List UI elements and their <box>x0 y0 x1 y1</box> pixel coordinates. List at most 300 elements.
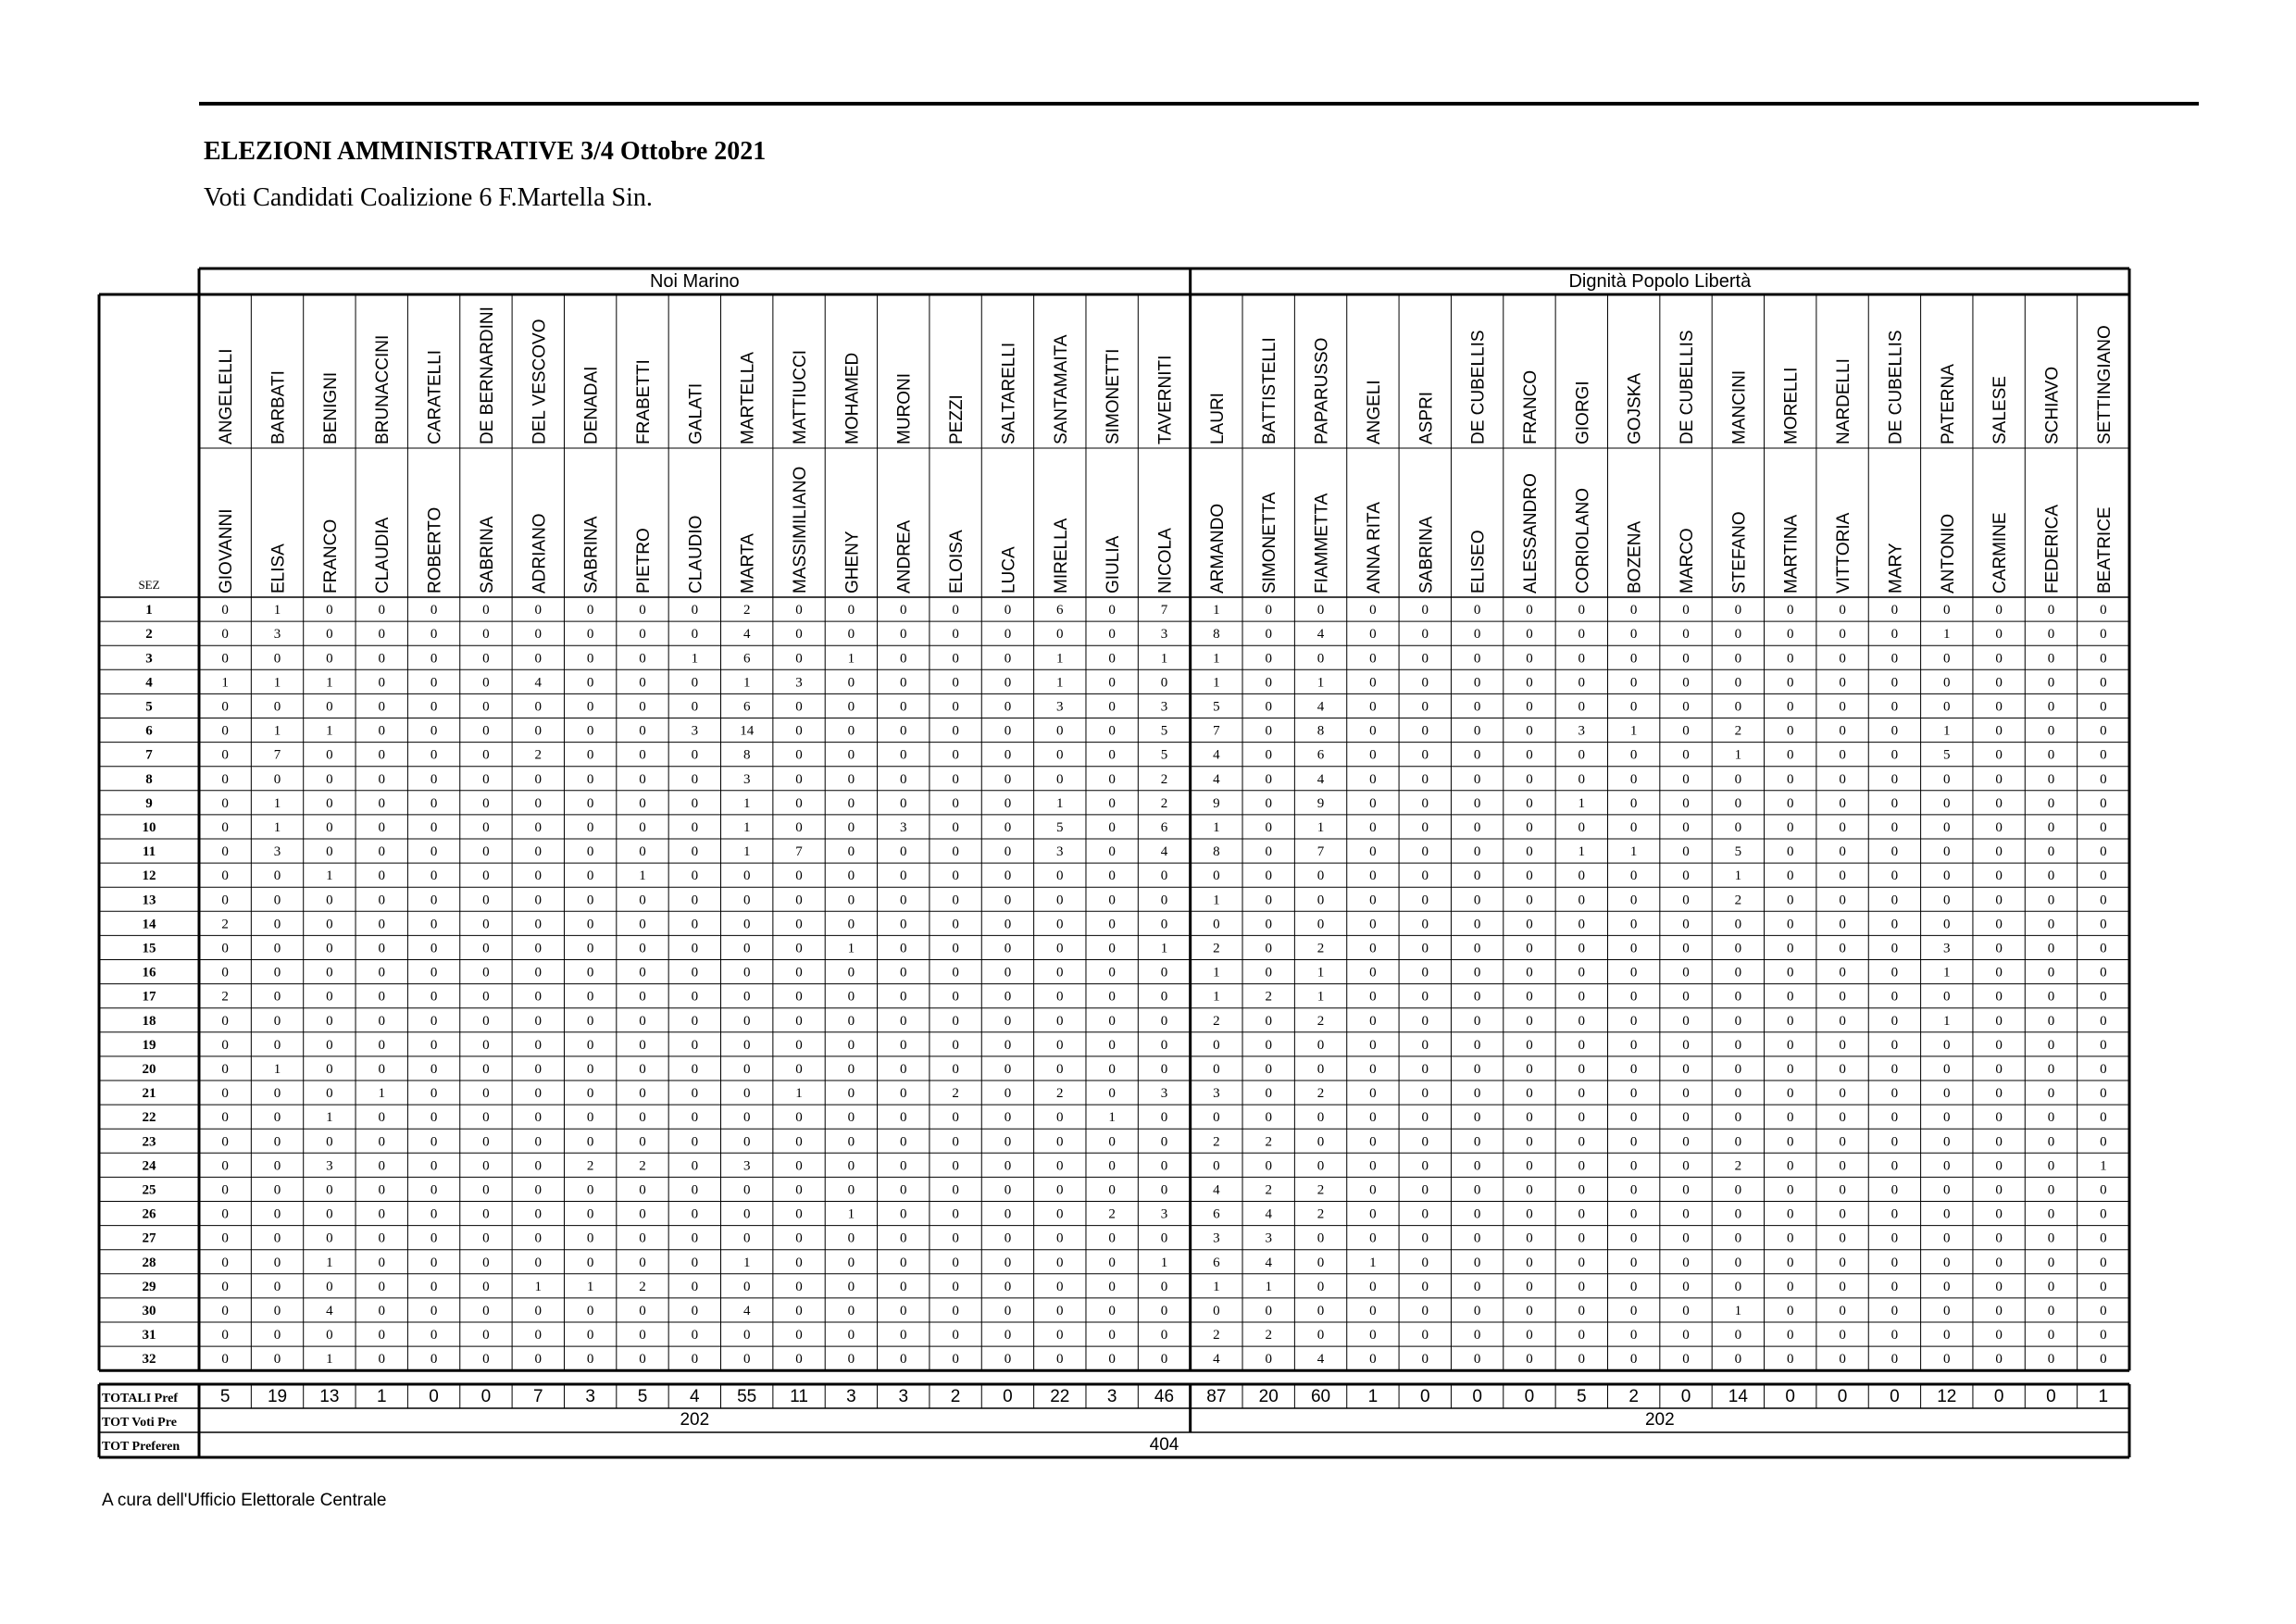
vote-cell: 0 <box>1004 868 1012 884</box>
vote-cell: 1 <box>326 675 333 691</box>
vote-cell: 0 <box>378 1255 385 1270</box>
vote-cell: 0 <box>1004 819 1012 835</box>
vote-cell: 0 <box>1578 771 1586 787</box>
vote-cell: 0 <box>1526 868 1533 884</box>
vote-cell: 0 <box>691 771 699 787</box>
vote-cell: 0 <box>742 965 751 981</box>
vote-cell: 1 <box>847 1206 855 1222</box>
vote-cell: 0 <box>2047 675 2055 691</box>
vote-cell: 1 <box>1213 965 1220 981</box>
vote-cell: 0 <box>691 603 699 618</box>
vote-cell: 0 <box>482 941 490 956</box>
vote-cell: 0 <box>273 989 281 1005</box>
vote-cell: 0 <box>1369 917 1377 932</box>
totals-pref-value: 3 <box>585 1387 595 1406</box>
vote-cell: 0 <box>2100 723 2107 739</box>
vote-cell: 0 <box>1786 819 1794 835</box>
vote-cell: 0 <box>899 1206 907 1222</box>
vote-cell: 0 <box>326 1061 333 1077</box>
vote-cell: 0 <box>1578 1110 1586 1126</box>
vote-cell: 0 <box>2100 1086 2107 1102</box>
vote-cell: 0 <box>1160 675 1168 691</box>
vote-cell: 0 <box>1995 1230 2003 1246</box>
vote-cell: 0 <box>1369 627 1377 643</box>
vote-cell: 0 <box>1265 965 1272 981</box>
vote-cell: 0 <box>1004 965 1012 981</box>
vote-cell: 0 <box>378 989 385 1005</box>
vote-cell: 0 <box>1473 627 1481 643</box>
vote-cell: 0 <box>1004 893 1012 908</box>
vote-cell: 0 <box>1734 1110 1742 1126</box>
totals-pref-value: 3 <box>846 1387 856 1406</box>
vote-cell: 0 <box>1369 1086 1377 1102</box>
vote-cell: 2 <box>1265 989 1272 1005</box>
vote-cell: 2 <box>1213 1013 1220 1029</box>
vote-cell: 0 <box>1682 1037 1690 1053</box>
vote-cell: 2 <box>534 747 543 763</box>
vote-cell: 0 <box>2047 1230 2055 1246</box>
vote-cell: 0 <box>1578 675 1586 691</box>
vote-cell: 2 <box>1108 1206 1116 1222</box>
vote-cell: 0 <box>899 1303 907 1318</box>
vote-cell: 0 <box>1995 917 2003 932</box>
vote-cell: 2 <box>639 1158 646 1174</box>
vote-cell: 0 <box>847 989 855 1005</box>
vote-cell: 0 <box>221 627 229 643</box>
vote-cell: 0 <box>1995 1303 2003 1318</box>
vote-cell: 0 <box>1995 1158 2003 1174</box>
vote-cell: 0 <box>1734 1352 1742 1368</box>
vote-cell: 0 <box>1526 1279 1533 1294</box>
vote-cell: 0 <box>221 699 229 715</box>
vote-cell: 0 <box>639 1255 646 1270</box>
vote-cell: 0 <box>952 989 959 1005</box>
section-number: 26 <box>142 1206 156 1222</box>
vote-cell: 0 <box>1265 1303 1272 1318</box>
vote-cell: 0 <box>1316 1230 1325 1246</box>
vote-cell: 0 <box>1369 603 1377 618</box>
vote-cell: 2 <box>1316 1182 1325 1198</box>
vote-cell: 0 <box>1839 917 1846 932</box>
vote-cell: 0 <box>691 795 699 811</box>
vote-cell: 0 <box>2100 893 2107 908</box>
vote-cell: 0 <box>1056 1110 1064 1126</box>
vote-cell: 0 <box>482 627 490 643</box>
vote-cell: 0 <box>639 1352 646 1368</box>
vote-cell: 0 <box>1213 1037 1220 1053</box>
vote-cell: 0 <box>1108 651 1116 667</box>
vote-cell: 0 <box>273 699 281 715</box>
vote-cell: 0 <box>952 1110 959 1126</box>
vote-cell: 0 <box>378 1158 385 1174</box>
vote-cell: 0 <box>221 965 229 981</box>
vote-cell: 0 <box>1995 627 2003 643</box>
vote-cell: 0 <box>1473 965 1481 981</box>
candidate-surname: SALTARELLI <box>999 342 1019 444</box>
vote-cell: 1 <box>1734 1303 1742 1318</box>
vote-cell: 0 <box>1369 1110 1377 1126</box>
totals-pref-value: 0 <box>1785 1387 1796 1406</box>
vote-cell: 0 <box>1578 603 1586 618</box>
section-number: 28 <box>142 1255 156 1270</box>
vote-cell: 0 <box>534 1303 543 1318</box>
vote-cell: 0 <box>1578 1134 1586 1150</box>
section-number: 15 <box>142 941 156 956</box>
vote-cell: 4 <box>1213 1352 1220 1368</box>
candidate-firstname: MARTINA <box>1781 514 1802 593</box>
vote-cell: 0 <box>482 1328 490 1343</box>
vote-cell: 0 <box>1734 965 1742 981</box>
vote-cell: 0 <box>2100 941 2107 956</box>
candidate-firstname: ELISEO <box>1468 530 1489 593</box>
totals-pref-value: 46 <box>1154 1387 1175 1406</box>
vote-cell: 0 <box>1995 651 2003 667</box>
section-number: 29 <box>142 1279 156 1294</box>
vote-cell: 0 <box>534 651 543 667</box>
vote-cell: 0 <box>430 1158 438 1174</box>
vote-cell: 0 <box>273 1158 281 1174</box>
vote-cell: 0 <box>1995 1110 2003 1126</box>
vote-cell: 0 <box>1629 1110 1638 1126</box>
totals-pref-value: 0 <box>1890 1387 1900 1406</box>
vote-cell: 0 <box>1682 844 1690 860</box>
vote-cell: 0 <box>273 868 281 884</box>
vote-cell: 0 <box>378 1230 385 1246</box>
vote-cell: 0 <box>1421 675 1429 691</box>
vote-cell: 0 <box>1890 1134 1899 1150</box>
vote-cell: 0 <box>1734 1061 1742 1077</box>
vote-cell: 0 <box>899 771 907 787</box>
vote-cell: 0 <box>1473 1013 1481 1029</box>
vote-cell: 0 <box>1734 1206 1742 1222</box>
vote-cell: 0 <box>2047 819 2055 835</box>
vote-cell: 0 <box>1786 1328 1794 1343</box>
vote-cell: 0 <box>1578 627 1586 643</box>
vote-cell: 0 <box>1995 1206 2003 1222</box>
vote-cell: 0 <box>1682 1013 1690 1029</box>
vote-cell: 0 <box>639 1037 646 1053</box>
candidate-surname: CARATELLI <box>425 349 445 444</box>
vote-cell: 0 <box>1369 699 1377 715</box>
vote-cell: 0 <box>899 723 907 739</box>
vote-cell: 0 <box>1473 723 1481 739</box>
vote-cell: 1 <box>1316 675 1325 691</box>
candidate-firstname: LUCA <box>999 546 1019 593</box>
vote-cell: 0 <box>1629 1279 1638 1294</box>
vote-cell: 0 <box>221 771 229 787</box>
vote-cell: 0 <box>1734 1279 1742 1294</box>
vote-cell: 2 <box>1734 893 1742 908</box>
vote-cell: 0 <box>1473 989 1481 1005</box>
vote-cell: 0 <box>1682 819 1690 835</box>
vote-cell: 0 <box>1682 1134 1690 1150</box>
vote-cell: 0 <box>952 1182 959 1198</box>
vote-cell: 1 <box>1160 941 1168 956</box>
vote-cell: 0 <box>1890 1279 1899 1294</box>
vote-cell: 0 <box>1839 1230 1846 1246</box>
vote-cell: 0 <box>2047 1061 2055 1077</box>
vote-cell: 0 <box>2047 917 2055 932</box>
totals-pref-value: 0 <box>480 1387 492 1406</box>
vote-cell: 0 <box>586 795 594 811</box>
vote-cell: 7 <box>1160 603 1168 618</box>
vote-cell: 0 <box>482 1037 490 1053</box>
vote-cell: 0 <box>1995 1134 2003 1150</box>
vote-cell: 0 <box>430 819 438 835</box>
vote-cell: 0 <box>847 819 855 835</box>
vote-cell: 0 <box>1473 941 1481 956</box>
vote-cell: 0 <box>1316 1134 1325 1150</box>
vote-cell: 0 <box>586 917 594 932</box>
vote-cell: 4 <box>742 1303 751 1318</box>
vote-cell: 0 <box>1995 989 2003 1005</box>
vote-cell: 0 <box>1421 747 1429 763</box>
vote-cell: 0 <box>326 603 333 618</box>
vote-cell: 0 <box>795 917 803 932</box>
vote-cell: 0 <box>1421 1352 1429 1368</box>
vote-cell: 0 <box>691 1037 699 1053</box>
vote-cell: 0 <box>221 868 229 884</box>
vote-cell: 0 <box>847 965 855 981</box>
vote-cell: 0 <box>1421 771 1429 787</box>
vote-cell: 0 <box>586 868 594 884</box>
vote-cell: 0 <box>1108 675 1116 691</box>
vote-cell: 0 <box>1890 627 1899 643</box>
vote-cell: 0 <box>795 1134 803 1150</box>
vote-cell: 0 <box>482 651 490 667</box>
vote-cell: 0 <box>1004 603 1012 618</box>
vote-cell: 0 <box>1421 795 1429 811</box>
vote-cell: 0 <box>795 1328 803 1343</box>
vote-cell: 0 <box>273 1013 281 1029</box>
vote-cell: 0 <box>1526 1255 1533 1270</box>
vote-cell: 0 <box>534 917 543 932</box>
vote-cell: 0 <box>1160 917 1168 932</box>
vote-cell: 0 <box>1682 1086 1690 1102</box>
vote-cell: 2 <box>1316 1206 1325 1222</box>
vote-cell: 0 <box>795 1352 803 1368</box>
vote-cell: 0 <box>273 1279 281 1294</box>
candidate-firstname: MARTA <box>738 533 758 593</box>
vote-cell: 0 <box>534 603 543 618</box>
section-number: 10 <box>142 819 156 835</box>
vote-cell: 0 <box>1629 1037 1638 1053</box>
vote-cell: 0 <box>639 771 646 787</box>
vote-cell: 1 <box>1213 675 1220 691</box>
vote-cell: 0 <box>221 1352 229 1368</box>
totals-pref-value: 11 <box>790 1387 808 1406</box>
vote-cell: 0 <box>1578 1086 1586 1102</box>
vote-cell: 0 <box>1629 1230 1638 1246</box>
candidate-firstname: MARCO <box>1678 528 1698 593</box>
vote-cell: 0 <box>1943 1110 1951 1126</box>
vote-cell: 0 <box>1421 1328 1429 1343</box>
vote-cell: 0 <box>1056 1182 1064 1198</box>
vote-cell: 0 <box>1890 1352 1899 1368</box>
vote-cell: 3 <box>1056 699 1064 715</box>
vote-cell: 0 <box>847 1134 855 1150</box>
vote-cell: 0 <box>639 1061 646 1077</box>
vote-cell: 0 <box>482 917 490 932</box>
vote-cell: 0 <box>1004 1061 1012 1077</box>
vote-cell: 2 <box>1316 941 1325 956</box>
vote-cell: 2 <box>1734 723 1742 739</box>
vote-cell: 0 <box>899 1037 907 1053</box>
vote-cell: 0 <box>273 917 281 932</box>
section-number: 18 <box>142 1013 156 1029</box>
vote-cell: 0 <box>1890 1328 1899 1343</box>
vote-cell: 0 <box>1943 844 1951 860</box>
vote-cell: 0 <box>1890 1037 1899 1053</box>
vote-cell: 0 <box>430 795 438 811</box>
vote-cell: 0 <box>1369 941 1377 956</box>
vote-cell: 0 <box>639 1182 646 1198</box>
vote-cell: 0 <box>1786 1158 1794 1174</box>
vote-cell: 0 <box>1943 917 1951 932</box>
vote-cell: 0 <box>1160 893 1168 908</box>
vote-cell: 0 <box>273 893 281 908</box>
vote-cell: 0 <box>691 941 699 956</box>
vote-cell: 0 <box>691 1255 699 1270</box>
vote-cell: 3 <box>326 1158 333 1174</box>
vote-cell: 0 <box>1004 844 1012 860</box>
candidate-surname: MURONI <box>894 372 915 444</box>
vote-cell: 0 <box>586 603 594 618</box>
vote-cell: 0 <box>847 675 855 691</box>
vote-cell: 3 <box>1213 1086 1220 1102</box>
vote-cell: 0 <box>378 1013 385 1029</box>
vote-cell: 0 <box>1943 1037 1951 1053</box>
vote-cell: 0 <box>482 1086 490 1102</box>
vote-cell: 0 <box>1734 819 1742 835</box>
vote-cell: 0 <box>2100 844 2107 860</box>
candidate-firstname: ALESSANDRO <box>1520 473 1541 593</box>
vote-cell: 0 <box>795 989 803 1005</box>
vote-cell: 0 <box>1839 1158 1846 1174</box>
vote-cell: 0 <box>430 893 438 908</box>
vote-cell: 0 <box>1890 819 1899 835</box>
vote-cell: 1 <box>847 941 855 956</box>
vote-cell: 0 <box>378 771 385 787</box>
vote-cell: 0 <box>899 1110 907 1126</box>
vote-cell: 0 <box>2047 1037 2055 1053</box>
vote-cell: 0 <box>1890 603 1899 618</box>
vote-cell: 1 <box>795 1086 803 1102</box>
vote-cell: 0 <box>378 965 385 981</box>
vote-cell: 8 <box>1213 627 1220 643</box>
vote-cell: 0 <box>534 1182 543 1198</box>
vote-cell: 0 <box>534 795 543 811</box>
section-number: 24 <box>142 1158 156 1174</box>
vote-cell: 1 <box>1316 965 1325 981</box>
vote-cell: 1 <box>742 1255 751 1270</box>
vote-cell: 0 <box>1004 1279 1012 1294</box>
vote-cell: 0 <box>691 1086 699 1102</box>
vote-cell: 0 <box>1421 1230 1429 1246</box>
vote-cell: 0 <box>691 844 699 860</box>
candidate-surname: BARBATI <box>268 370 289 444</box>
vote-cell: 0 <box>795 771 803 787</box>
vote-cell: 0 <box>1004 1206 1012 1222</box>
vote-cell: 0 <box>1160 1230 1168 1246</box>
vote-cell: 0 <box>1995 699 2003 715</box>
vote-cell: 0 <box>482 1158 490 1174</box>
vote-cell: 0 <box>691 1303 699 1318</box>
vote-cell: 0 <box>1004 651 1012 667</box>
vote-cell: 1 <box>1056 795 1064 811</box>
candidate-surname: ANGELI <box>1364 380 1384 444</box>
section-number: 21 <box>142 1086 156 1102</box>
vote-cell: 0 <box>1004 989 1012 1005</box>
vote-cell: 0 <box>1943 1206 1951 1222</box>
vote-cell: 0 <box>482 1279 490 1294</box>
vote-cell: 0 <box>795 893 803 908</box>
vote-cell: 0 <box>1995 868 2003 884</box>
vote-cell: 0 <box>2100 603 2107 618</box>
vote-cell: 0 <box>1316 893 1325 908</box>
vote-cell: 0 <box>1629 603 1638 618</box>
vote-cell: 0 <box>534 1061 543 1077</box>
section-number: 5 <box>145 699 153 715</box>
vote-cell: 0 <box>1369 1013 1377 1029</box>
vote-cell: 0 <box>691 1279 699 1294</box>
vote-cell: 0 <box>2047 1182 2055 1198</box>
vote-cell: 0 <box>952 795 959 811</box>
vote-cell: 0 <box>1316 1328 1325 1343</box>
candidate-surname: FRABETTI <box>633 359 654 444</box>
section-number: 9 <box>145 795 153 811</box>
candidate-surname: ASPRI <box>1416 391 1437 444</box>
vote-cell: 0 <box>1369 1303 1377 1318</box>
vote-cell: 0 <box>1734 1230 1742 1246</box>
vote-cell: 0 <box>1056 917 1064 932</box>
vote-cell: 0 <box>1629 795 1638 811</box>
vote-cell: 5 <box>1213 699 1220 715</box>
candidate-surname: MOHAMED <box>842 352 863 444</box>
vote-cell: 0 <box>586 1206 594 1222</box>
vote-cell: 0 <box>326 941 333 956</box>
vote-cell: 0 <box>1629 917 1638 932</box>
vote-cell: 0 <box>1995 1013 2003 1029</box>
totals-pref-value: 22 <box>1050 1387 1070 1406</box>
vote-cell: 0 <box>1265 1061 1272 1077</box>
vote-cell: 0 <box>1265 723 1272 739</box>
vote-cell: 0 <box>2100 675 2107 691</box>
vote-cell: 0 <box>742 1352 751 1368</box>
vote-cell: 0 <box>1004 1037 1012 1053</box>
vote-cell: 0 <box>1265 917 1272 932</box>
vote-cell: 0 <box>1578 1352 1586 1368</box>
vote-cell: 0 <box>1056 1013 1064 1029</box>
vote-cell: 0 <box>586 844 594 860</box>
vote-cell: 4 <box>534 675 543 691</box>
totals-pref-value: 20 <box>1258 1387 1279 1406</box>
vote-cell: 0 <box>430 1134 438 1150</box>
totals-pref-value: 19 <box>267 1387 288 1406</box>
vote-cell: 0 <box>1473 1037 1481 1053</box>
vote-cell: 0 <box>1578 1255 1586 1270</box>
vote-cell: 0 <box>847 603 855 618</box>
vote-cell: 0 <box>482 603 490 618</box>
vote-cell: 0 <box>952 1061 959 1077</box>
vote-cell: 0 <box>1056 1255 1064 1270</box>
vote-cell: 1 <box>847 651 855 667</box>
vote-cell: 0 <box>378 1110 385 1126</box>
vote-cell: 0 <box>1316 603 1325 618</box>
vote-cell: 0 <box>691 1134 699 1150</box>
vote-cell: 0 <box>1056 1279 1064 1294</box>
vote-cell: 0 <box>1943 893 1951 908</box>
